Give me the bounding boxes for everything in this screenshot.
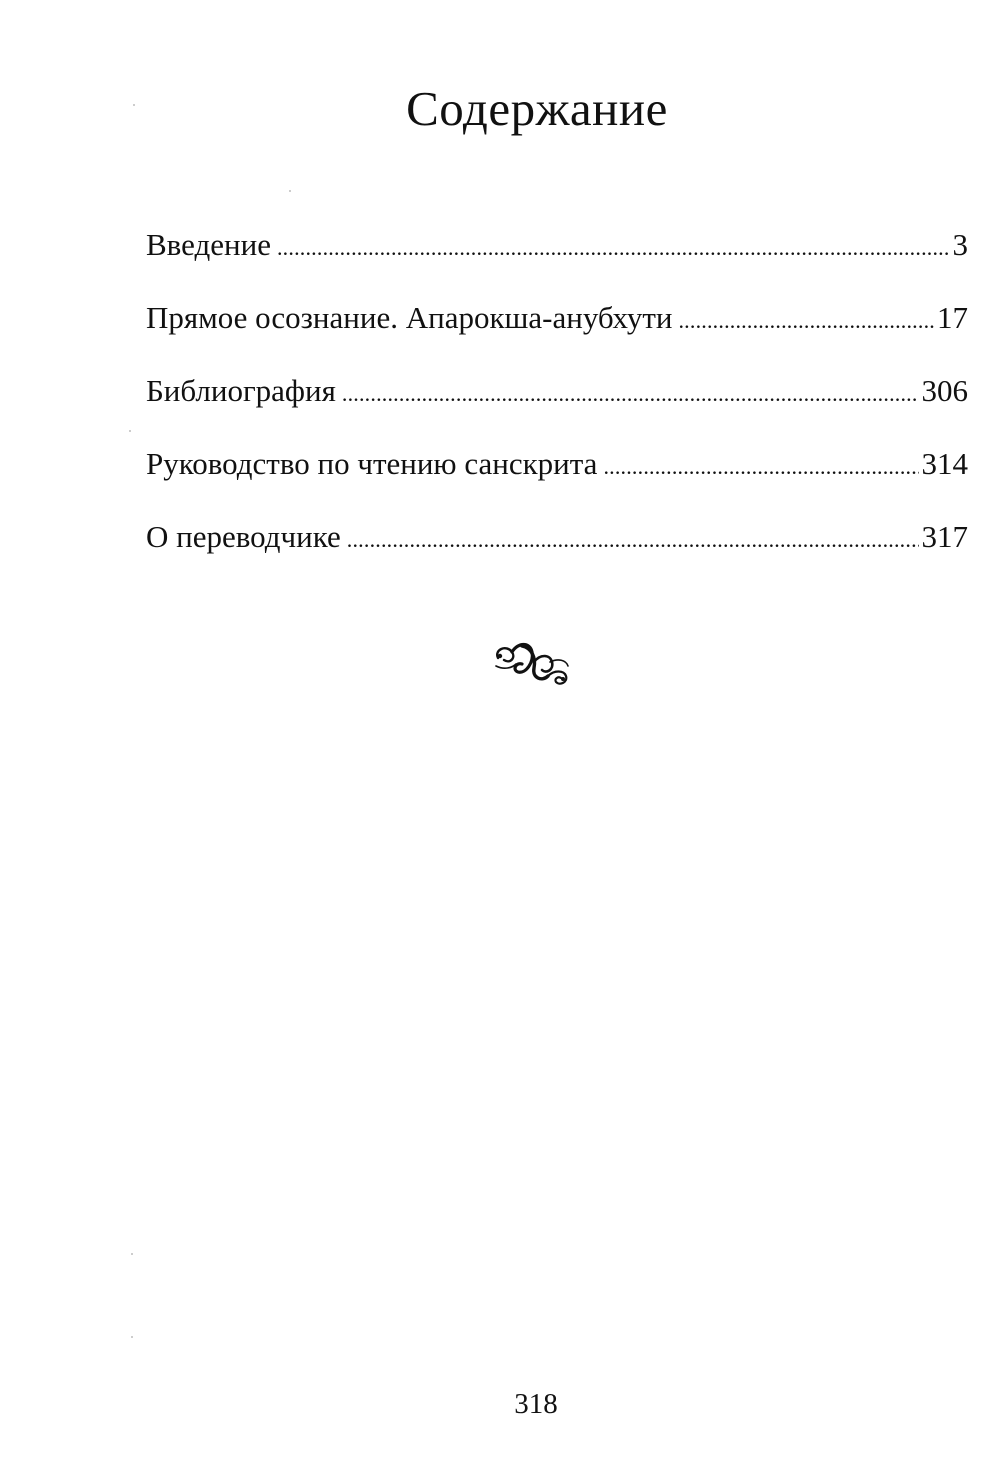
toc-entry	[146, 439, 968, 512]
toc-entry	[146, 512, 968, 585]
toc-entry-title: О переводчике	[146, 519, 341, 554]
toc-entry	[146, 293, 968, 366]
toc-entry-page: 3	[952, 227, 968, 262]
toc-entry-page: 306	[921, 373, 968, 408]
table-of-contents	[146, 220, 968, 585]
scan-speck	[131, 1253, 133, 1255]
dot-leader	[678, 296, 934, 346]
toc-entry-page: 314	[921, 446, 968, 481]
scan-speck	[131, 1336, 133, 1338]
toc-entry-title: Библиография	[146, 373, 336, 408]
toc-entry	[146, 366, 968, 439]
dot-leader	[342, 369, 919, 419]
flourish-ornament-icon	[492, 632, 572, 692]
toc-entry-title: Руководство по чтению санскрита	[146, 446, 598, 481]
dot-leader	[603, 442, 918, 492]
scan-speck	[133, 104, 135, 106]
page-number: 318	[514, 1388, 558, 1420]
dot-leader	[277, 223, 950, 273]
toc-entry-title: Прямое осознание. Апарокша-анубхути	[146, 300, 673, 335]
toc-entry-page: 17	[937, 300, 968, 335]
scan-speck	[129, 430, 131, 432]
scan-speck	[289, 190, 291, 192]
dot-leader	[347, 515, 919, 565]
page-title: Содержание	[406, 81, 668, 136]
toc-entry	[146, 220, 968, 293]
toc-entry-title: Введение	[146, 227, 271, 262]
toc-entry-page: 317	[921, 519, 968, 554]
